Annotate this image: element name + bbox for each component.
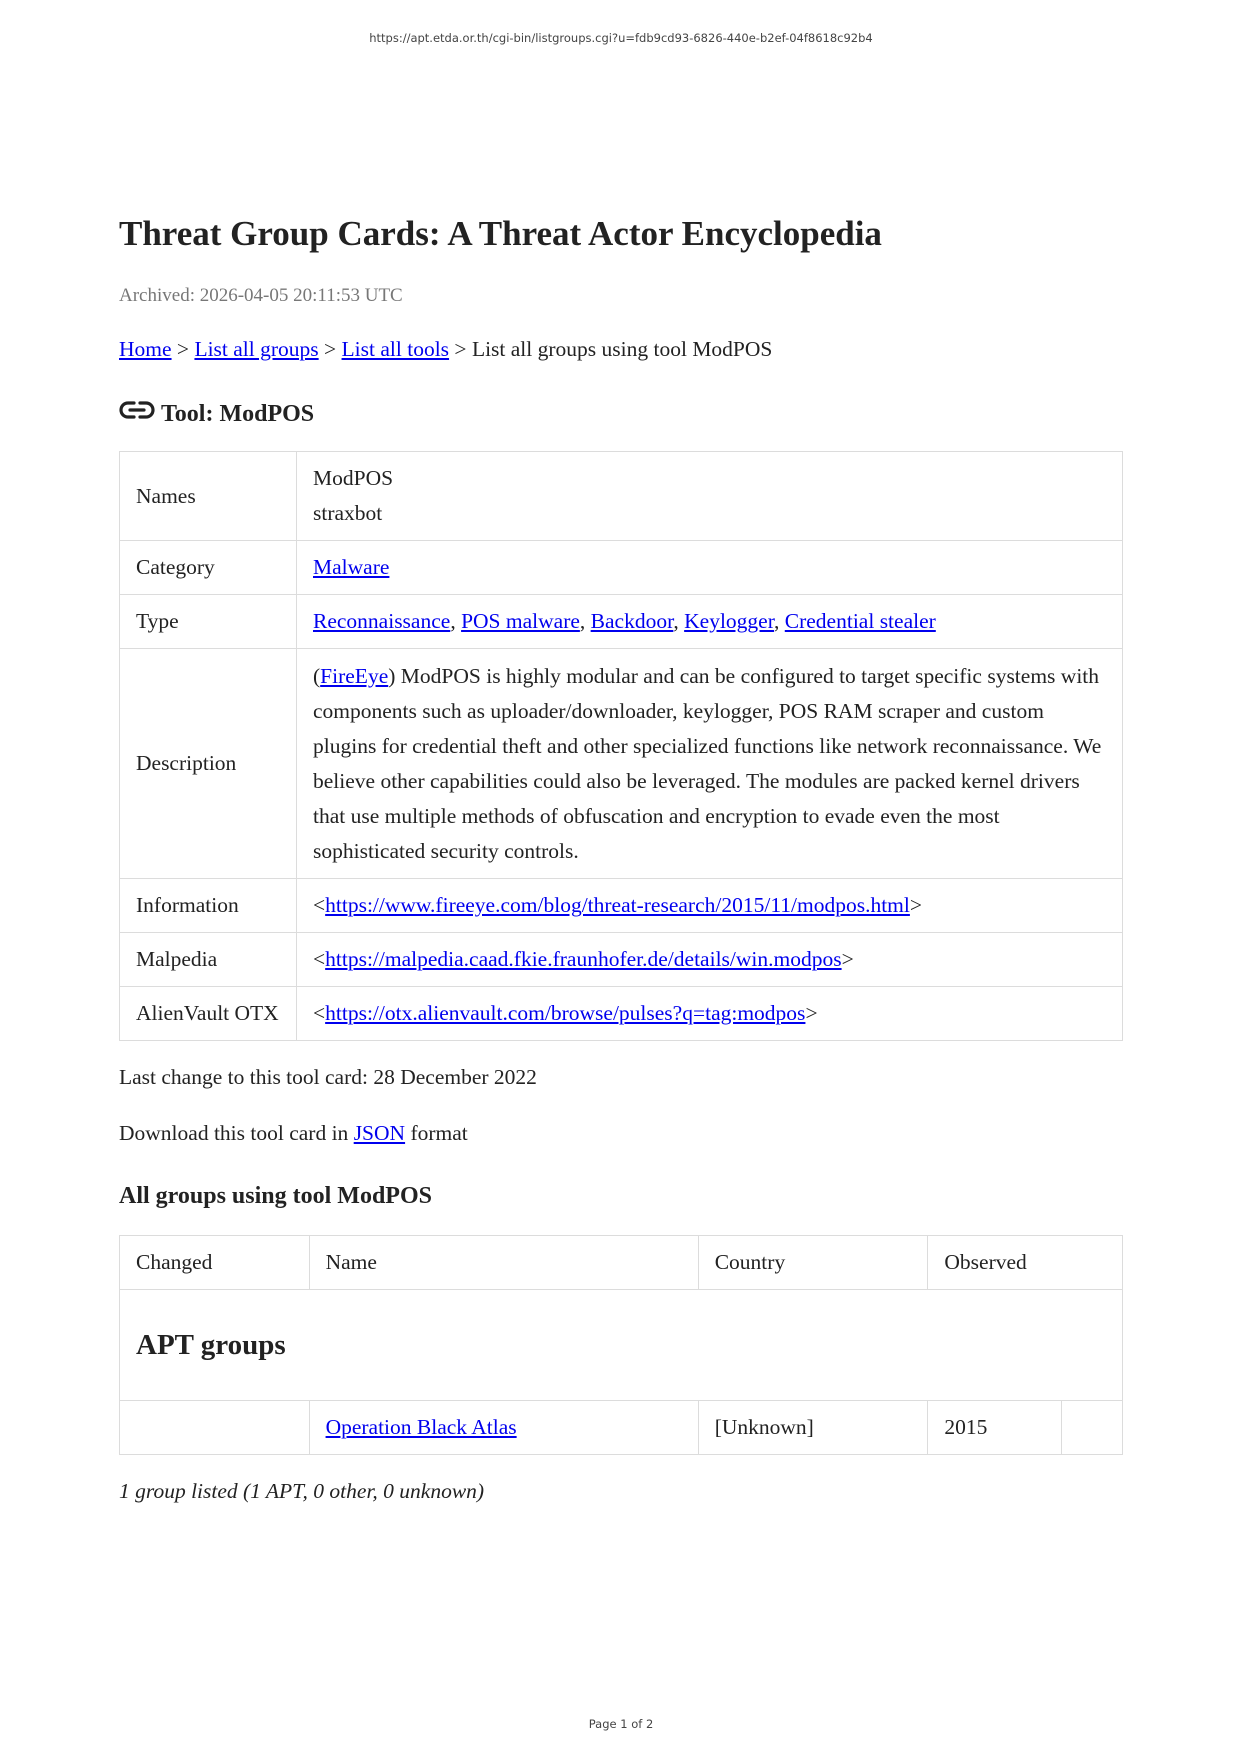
malpedia-label: Malpedia [120, 933, 297, 987]
tool-name: ModPOS [313, 466, 394, 490]
tool-title: Tool: ModPOS [161, 401, 315, 427]
section-title-text: APT groups [136, 1328, 286, 1361]
type-link[interactable]: Keylogger [684, 609, 775, 633]
groups-heading: All groups using tool ModPOS [119, 1183, 432, 1209]
groups-summary: 1 group listed (1 APT, 0 other, 0 unknown) [119, 1479, 485, 1503]
table-row [120, 541, 1123, 595]
column-header-name: Name [309, 1236, 698, 1290]
breadcrumb-list-tools-link[interactable]: List all tools [341, 337, 450, 361]
type-link[interactable]: Credential stealer [784, 609, 936, 633]
archived-timestamp: Archived: 2026-04-05 20:11:53 UTC [119, 285, 403, 306]
group-link[interactable]: Operation Black Atlas [325, 1415, 517, 1439]
section-row [120, 1290, 1123, 1401]
column-header-country: Country [698, 1236, 928, 1290]
download-json-link[interactable]: JSON [353, 1121, 406, 1145]
table-row [120, 1401, 1123, 1455]
otx-label: AlienVault OTX [120, 987, 297, 1041]
information-value: <https://www.fireeye.com/blog/threat-research/2015/11/modpos.html> [297, 879, 1123, 933]
tool-heading [119, 399, 1123, 429]
type-link[interactable]: Reconnaissance [313, 609, 451, 633]
type-link[interactable]: Backdoor [590, 609, 674, 633]
names-label: Names [120, 452, 297, 541]
category-label: Category [120, 541, 297, 595]
otx-link[interactable]: https://otx.alienvault.com/browse/pulses?q=tag:modpos [325, 1001, 806, 1025]
breadcrumb-separator: > [454, 337, 467, 361]
table-row [120, 987, 1123, 1041]
main-content [119, 212, 1123, 1505]
cell-changed [120, 1401, 310, 1455]
column-header-changed: Changed [120, 1236, 310, 1290]
table-row [120, 452, 1123, 541]
link-icon [119, 397, 155, 423]
table-row [120, 595, 1123, 649]
breadcrumb [119, 335, 1123, 363]
breadcrumb-list-groups-link[interactable]: List all groups [194, 337, 319, 361]
page-title: Threat Group Cards: A Threat Actor Encyclopedia [119, 214, 882, 253]
description-text: ModPOS is highly modular and can be configured to target specific systems with components such as uploader/downloader, keylogger, POS RAM scraper and custom plugins for credential theft and other specialized functions like network reconnaissance. We believe other capabilities could also be leveraged. The modules are packed kernel drivers that use multiple methods of obfuscation and encryption to evade even the most sophisticated security controls. [313, 663, 1102, 863]
information-label: Information [120, 879, 297, 933]
table-header-row [120, 1236, 1123, 1290]
table-row [120, 933, 1123, 987]
cell-country: [Unknown] [698, 1401, 928, 1455]
category-value [297, 541, 1123, 595]
tool-card-table [119, 451, 1123, 1041]
download-suffix: format [410, 1121, 468, 1145]
cell-name [309, 1401, 698, 1455]
malpedia-value: <https://malpedia.caad.fkie.fraunhofer.de/details/win.modpos> [297, 933, 1123, 987]
column-header-observed: Observed [928, 1236, 1123, 1290]
download-text [119, 1119, 1123, 1147]
category-link[interactable]: Malware [313, 555, 390, 579]
otx-value: <https://otx.alienvault.com/browse/pulses?q=tag:modpos> [297, 987, 1123, 1041]
type-value: Reconnaissance, POS malware, Backdoor, Keylogger, Credential stealer [297, 595, 1123, 649]
description-label: Description [120, 649, 297, 879]
description-source-link[interactable]: FireEye [320, 663, 389, 688]
malpedia-link[interactable]: https://malpedia.caad.fkie.fraunhofer.de/details/win.modpos [325, 947, 842, 971]
breadcrumb-separator: > [324, 337, 337, 361]
last-change-text: Last change to this tool card: 28 December 2022 [119, 1065, 537, 1089]
tool-name: straxbot [313, 501, 383, 525]
type-label: Type [120, 595, 297, 649]
download-prefix: Download this tool card in [119, 1121, 349, 1145]
information-link[interactable]: https://www.fireeye.com/blog/threat-research/2015/11/modpos.html [325, 893, 910, 917]
names-value [297, 452, 1123, 541]
section-title [120, 1290, 1123, 1401]
breadcrumb-home-link[interactable]: Home [119, 337, 172, 361]
type-link[interactable]: POS malware [461, 609, 580, 633]
table-row [120, 649, 1123, 879]
groups-table [119, 1235, 1123, 1455]
breadcrumb-current: List all groups using tool ModPOS [471, 337, 773, 361]
page-number: Page 1 of 2 [588, 1717, 654, 1731]
print-header-url: https://apt.etda.or.th/cgi-bin/listgroups.cgi?u=fdb9cd93-6826-440e-b2ef-04f8618c92b4 [369, 31, 873, 45]
breadcrumb-separator: > [176, 337, 190, 361]
table-row [120, 879, 1123, 933]
cell-observed: 2015 [928, 1401, 1061, 1455]
cell-extra [1061, 1401, 1122, 1455]
description-value: (FireEye) ModPOS is highly modular and can be configured to target specific systems with components such as uploader/downloader, keylogger, POS RAM scraper and custom plugins for credential theft and other specialized functions like network reconnaissance. We believe other capabilities could also be leveraged. The modules are packed kernel drivers that use multiple methods of obfuscation and encryption to evade even the most sophisticated security controls. [297, 649, 1123, 879]
